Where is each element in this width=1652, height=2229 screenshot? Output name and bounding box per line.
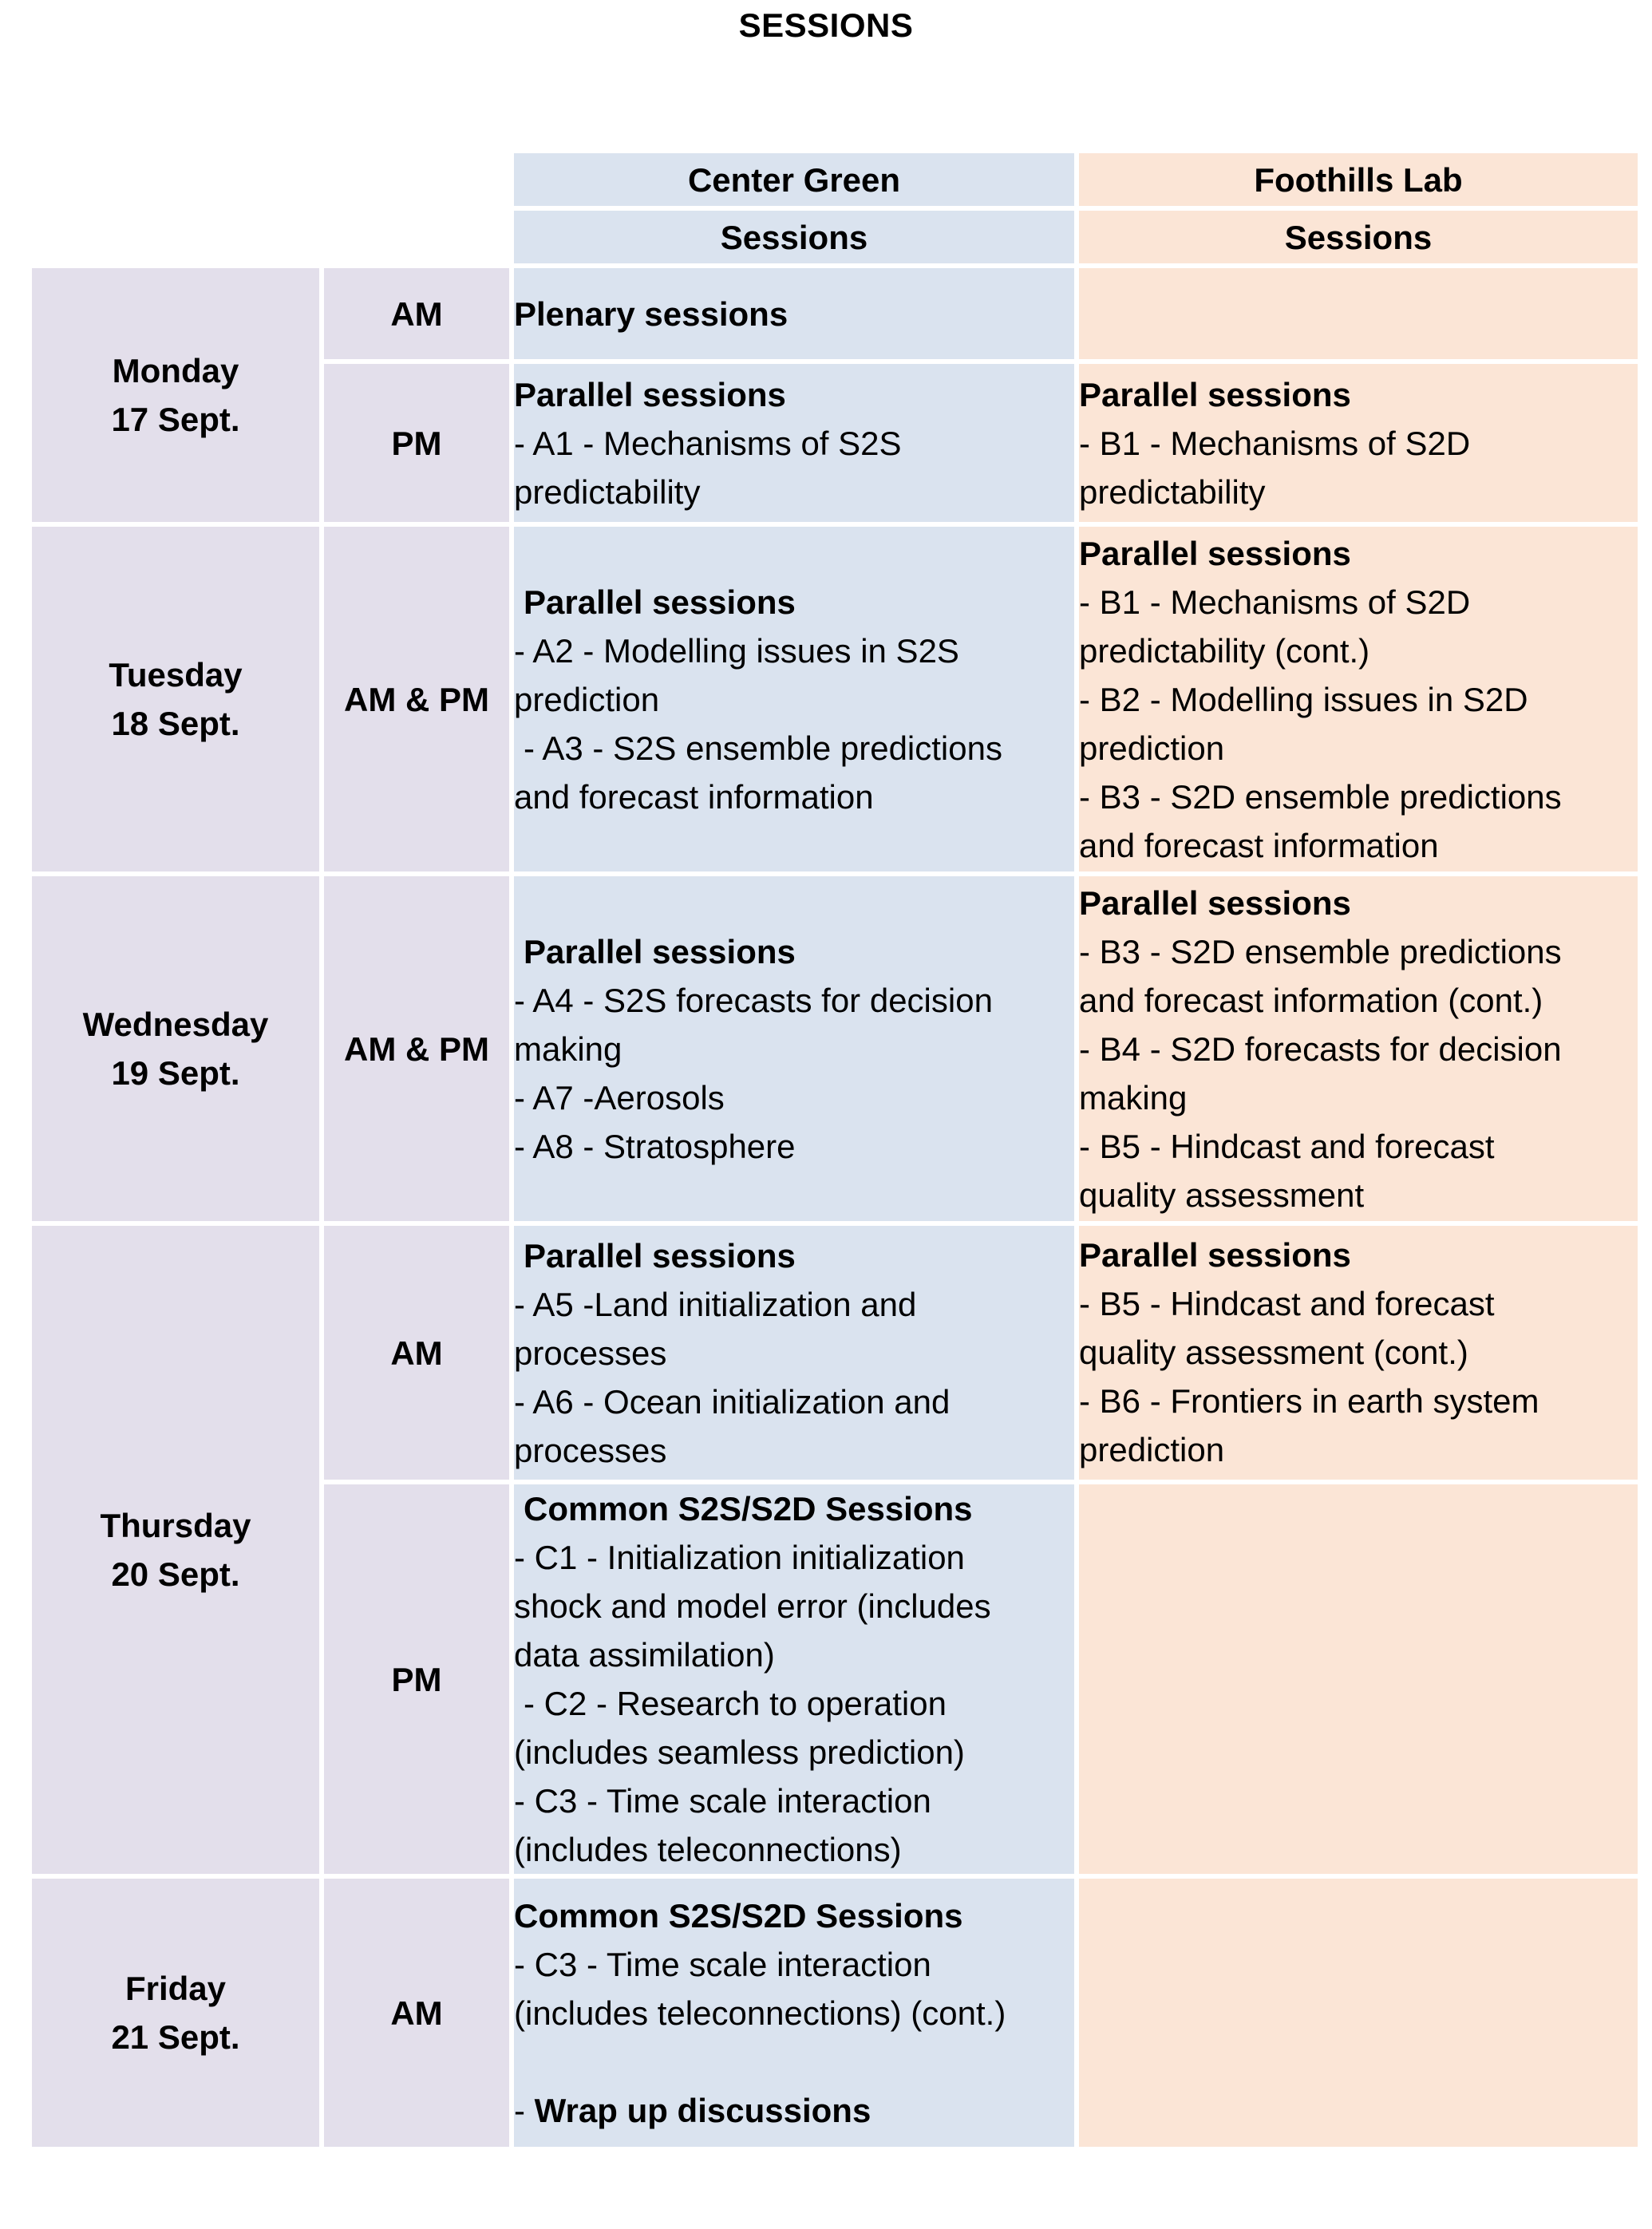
session-heading: Parallel sessions <box>1079 1236 1351 1274</box>
session-line: and forecast information (cont.) <box>1079 981 1543 1019</box>
time-slot: PM <box>324 364 509 522</box>
session-line: - B5 - Hindcast and forecast <box>1079 1285 1495 1322</box>
day-name: Friday <box>124 1970 227 2007</box>
time-slot: AM <box>324 1879 509 2147</box>
session-line: and forecast information <box>514 777 874 816</box>
session-line: prediction <box>514 680 660 718</box>
header-spacer <box>32 211 509 263</box>
day-name: Wednesday <box>82 1006 269 1043</box>
center-green-venue-header: Center Green <box>514 153 1074 206</box>
session-line: - C3 - Time scale interaction <box>514 1782 931 1820</box>
page-title: SESSIONS <box>738 6 914 44</box>
foothills-lab-wednesday <box>1079 876 1638 1221</box>
header-row-sessions <box>32 211 1638 263</box>
session-line: processes <box>514 1334 667 1372</box>
session-line: - C3 - Time scale interaction <box>514 1945 931 1983</box>
foothills-lab-monday-pm <box>1079 364 1638 522</box>
day-name: Monday <box>112 352 239 389</box>
session-line: (includes teleconnections) <box>514 1831 902 1868</box>
session-heading: Parallel sessions <box>1079 375 1351 413</box>
session-line: shock and model error (includes <box>514 1587 991 1625</box>
wrap-up-line <box>514 2086 1074 2135</box>
session-line: - C2 - Research to operation <box>524 1685 947 1722</box>
center-green-tuesday <box>514 527 1074 871</box>
session-line: and forecast information <box>1079 826 1439 864</box>
session-heading: Parallel sessions <box>1079 534 1351 572</box>
monday-am-row <box>32 268 1638 359</box>
day-tuesday <box>32 527 319 871</box>
friday-row <box>32 1879 1638 2147</box>
session-line: making <box>514 1030 622 1068</box>
center-green-wednesday <box>514 876 1074 1221</box>
center-green-sessions-header: Sessions <box>514 211 1074 263</box>
day-date: 21 Sept. <box>111 2018 240 2056</box>
header-row-venue <box>32 153 1638 206</box>
session-heading: Common S2S/S2D Sessions <box>514 1896 963 1935</box>
session-line: - B6 - Frontiers in earth system <box>1079 1382 1539 1420</box>
session-line: - B2 - Modelling issues in S2D <box>1079 680 1528 718</box>
tuesday-row <box>32 527 1638 871</box>
foothills-lab-thursday-am <box>1079 1226 1638 1480</box>
session-line: - B1 - Mechanisms of S2D <box>1079 424 1471 462</box>
session-line: - B3 - S2D ensemble predictions <box>1079 932 1562 970</box>
session-heading: Parallel sessions <box>524 932 796 970</box>
center-green-monday-pm <box>514 364 1074 522</box>
session-line: quality assessment <box>1079 1176 1365 1214</box>
session-heading: Parallel sessions <box>524 583 796 621</box>
session-line: - A8 - Stratosphere <box>514 1127 796 1165</box>
time-slot: AM <box>324 1226 509 1480</box>
session-line: prediction <box>1079 729 1225 767</box>
sessions-table <box>27 148 1642 2152</box>
session-line: - B5 - Hindcast and forecast <box>1079 1127 1495 1165</box>
day-date: 19 Sept. <box>111 1054 240 1092</box>
session-line: processes <box>514 1431 667 1469</box>
session-line: - B3 - S2D ensemble predictions <box>1079 777 1562 816</box>
session-line: prediction <box>1079 1431 1225 1468</box>
session-line: predictability <box>514 472 701 511</box>
center-green-thursday-pm <box>514 1484 1074 1874</box>
session-heading: Parallel sessions <box>1079 883 1351 922</box>
session-line: - B4 - S2D forecasts for decision <box>1079 1030 1562 1068</box>
blank-line <box>514 2037 1074 2086</box>
session-line: - C1 - Initialization initialization <box>514 1539 965 1576</box>
day-date: 17 Sept. <box>111 401 240 438</box>
day-name: Thursday <box>100 1507 251 1544</box>
session-heading: Plenary sessions <box>514 294 788 333</box>
day-friday <box>32 1879 319 2147</box>
header-spacer <box>32 153 509 206</box>
wednesday-row <box>32 876 1638 1221</box>
time-slot: AM & PM <box>324 876 509 1221</box>
foothills-lab-thursday-pm <box>1079 1484 1638 1874</box>
foothills-lab-venue-header: Foothills Lab <box>1079 153 1638 206</box>
day-thursday <box>32 1226 319 1874</box>
day-date: 18 Sept. <box>111 705 240 742</box>
session-line: (includes seamless prediction) <box>514 1733 965 1771</box>
session-line: data assimilation) <box>514 1636 775 1674</box>
center-green-friday <box>514 1879 1074 2147</box>
time-slot: AM & PM <box>324 527 509 871</box>
session-line: - A2 - Modelling issues in S2S <box>514 631 959 670</box>
wrap-up-dash: - <box>514 2091 535 2129</box>
session-heading: Parallel sessions <box>524 1236 796 1275</box>
session-line: - A1 - Mechanisms of S2S <box>514 424 902 462</box>
thursday-am-row <box>32 1226 1638 1480</box>
time-slot: AM <box>324 268 509 359</box>
center-green-thursday-am <box>514 1226 1074 1480</box>
session-line: - B1 - Mechanisms of S2D <box>1079 583 1471 621</box>
session-heading: Parallel sessions <box>514 375 786 413</box>
foothills-lab-tuesday <box>1079 527 1638 871</box>
session-line: - A5 -Land initialization and <box>514 1285 917 1323</box>
session-line: - A3 - S2S ensemble predictions <box>524 729 1002 767</box>
session-line: - A6 - Ocean initialization and <box>514 1382 950 1421</box>
day-name: Tuesday <box>109 656 243 694</box>
foothills-lab-sessions-header: Sessions <box>1079 211 1638 263</box>
center-green-monday-am <box>514 268 1074 359</box>
day-monday <box>32 268 319 522</box>
session-line: (includes teleconnections) (cont.) <box>514 1994 1006 2032</box>
session-line: predictability (cont.) <box>1079 631 1370 670</box>
session-line: - A4 - S2S forecasts for decision <box>514 981 993 1019</box>
session-heading: Common S2S/S2D Sessions <box>524 1490 973 1527</box>
day-date: 20 Sept. <box>111 1555 240 1593</box>
foothills-lab-friday <box>1079 1879 1638 2147</box>
day-wednesday <box>32 876 319 1221</box>
session-line: predictability <box>1079 472 1266 511</box>
session-line: making <box>1079 1078 1188 1116</box>
session-line: quality assessment (cont.) <box>1079 1334 1468 1371</box>
foothills-lab-monday-am <box>1079 268 1638 359</box>
wrap-up-label: Wrap up discussions <box>534 2091 871 2129</box>
time-slot: PM <box>324 1484 509 1874</box>
session-line: - A7 -Aerosols <box>514 1078 725 1116</box>
